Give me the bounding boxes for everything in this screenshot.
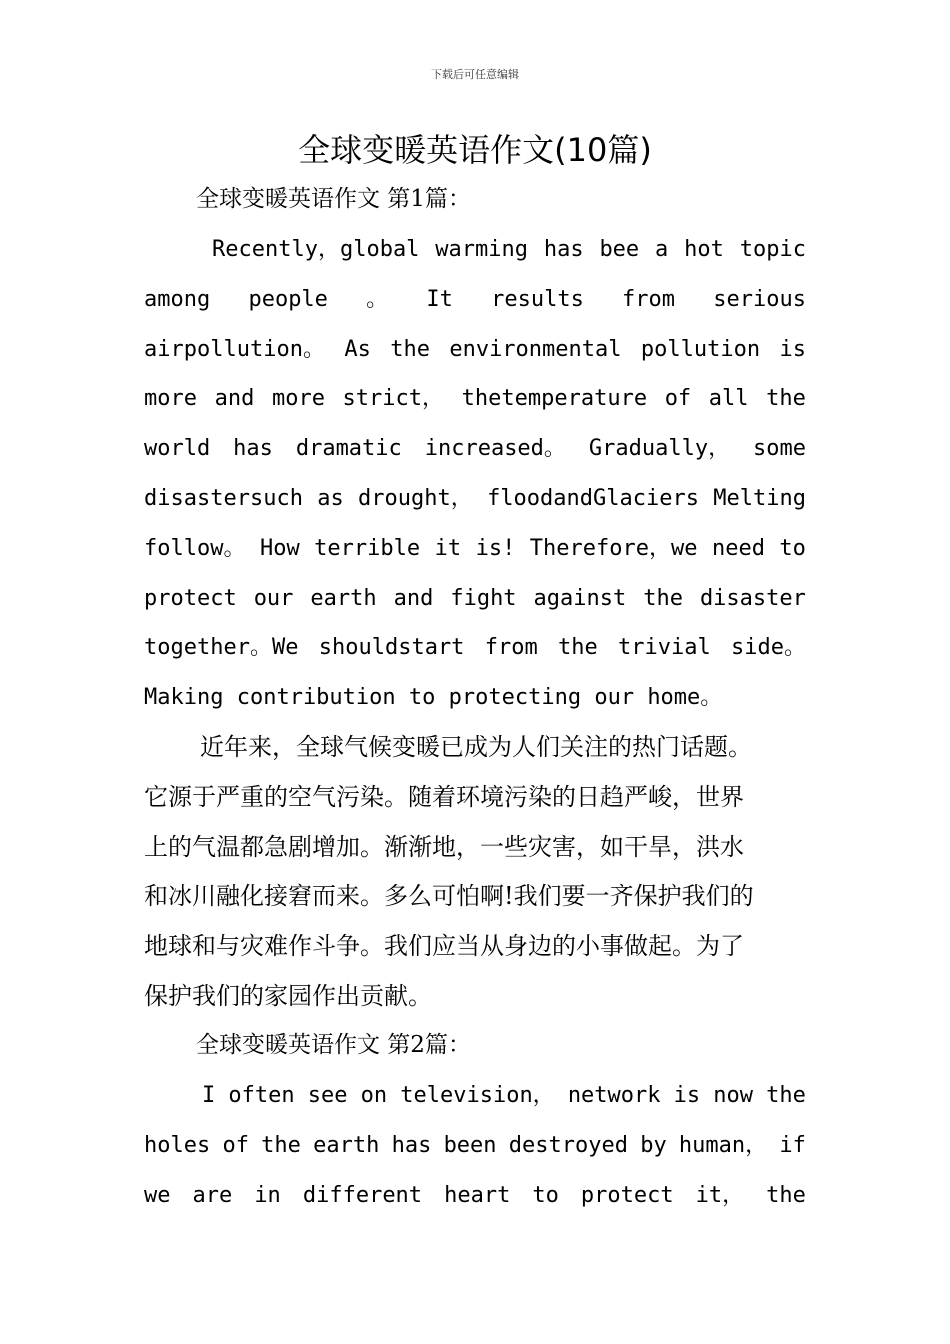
document-title: 全球变暖英语作文(10篇) bbox=[298, 131, 652, 169]
text-line bbox=[144, 1121, 806, 1171]
text-line bbox=[144, 474, 806, 524]
word: it bbox=[434, 535, 462, 561]
word: disaster bbox=[699, 585, 806, 611]
word: to bbox=[532, 1182, 559, 1208]
word: side。 bbox=[731, 635, 806, 661]
word: the bbox=[261, 1132, 301, 1158]
section-2-english-paragraph bbox=[144, 1071, 806, 1220]
word: some bbox=[753, 436, 806, 462]
word: drought， bbox=[358, 485, 473, 511]
word: How bbox=[259, 535, 300, 561]
section-1-heading: 全球变暖英语作文 第1篇： bbox=[196, 186, 471, 212]
word: Melting bbox=[713, 485, 806, 511]
word: has bbox=[391, 1132, 432, 1158]
text-line: 保护我们的家园作出贡献。 bbox=[144, 981, 432, 1010]
word: to bbox=[779, 535, 806, 561]
word: results bbox=[491, 286, 584, 312]
word: different bbox=[302, 1182, 423, 1208]
word: As bbox=[344, 336, 371, 362]
text-line bbox=[144, 275, 806, 325]
text-line bbox=[144, 1071, 806, 1121]
section-1-english-paragraph bbox=[144, 225, 806, 723]
word: holes bbox=[144, 1132, 211, 1158]
word: human， bbox=[678, 1132, 768, 1158]
word: dramatic bbox=[295, 436, 402, 462]
word: the bbox=[766, 386, 806, 412]
word: now bbox=[713, 1083, 754, 1108]
text-line bbox=[144, 325, 806, 375]
word: by bbox=[640, 1132, 667, 1158]
text-line bbox=[144, 574, 806, 624]
word: been bbox=[443, 1132, 497, 1158]
word: follow。 bbox=[144, 535, 246, 561]
word: people bbox=[248, 286, 328, 312]
word: Therefore，we bbox=[529, 535, 698, 561]
text-line bbox=[144, 374, 806, 424]
section-2-heading: 全球变暖英语作文 第2篇： bbox=[196, 1032, 471, 1058]
word: airpollution。 bbox=[144, 336, 325, 362]
word: if bbox=[779, 1132, 806, 1158]
word: often bbox=[228, 1083, 295, 1108]
word: shouldstart bbox=[318, 635, 465, 661]
text-line: 近年来，全球气候变暖已成为人们关注的热门话题。 bbox=[200, 733, 752, 761]
text-line bbox=[144, 524, 806, 574]
word: 。 bbox=[366, 286, 389, 312]
word: the bbox=[766, 1182, 806, 1208]
word: topic bbox=[739, 237, 806, 262]
text-line bbox=[144, 623, 806, 673]
word: earth bbox=[313, 1132, 380, 1158]
word: world bbox=[144, 436, 211, 462]
text-line bbox=[144, 673, 806, 723]
word: together。We bbox=[144, 635, 299, 661]
text-line bbox=[144, 424, 806, 474]
word: our bbox=[253, 585, 294, 611]
word: trivial bbox=[618, 635, 711, 661]
word: is! bbox=[475, 535, 516, 561]
word: is bbox=[673, 1083, 701, 1108]
word: of bbox=[222, 1132, 249, 1158]
word: and bbox=[214, 386, 255, 412]
word: has bbox=[543, 237, 584, 262]
text-line: 上的气温都急剧增加。渐渐地，一些灾害，如干旱，洪水 bbox=[144, 832, 744, 861]
word: television， bbox=[400, 1083, 555, 1108]
word: Making contribution to protecting our home。 bbox=[144, 685, 723, 711]
word: has bbox=[233, 436, 273, 462]
word: from bbox=[622, 286, 676, 312]
word: is bbox=[779, 336, 806, 362]
word: earth bbox=[310, 585, 377, 611]
word: hot bbox=[684, 237, 724, 262]
word: need bbox=[711, 535, 765, 561]
text-line: 它源于严重的空气污染。随着环境污染的日趋严峻，世界 bbox=[144, 782, 744, 811]
word: on bbox=[360, 1083, 388, 1108]
word: the bbox=[643, 585, 683, 611]
word: it， bbox=[695, 1182, 745, 1208]
word: It bbox=[426, 286, 453, 312]
word: more bbox=[271, 386, 325, 412]
word: Gradually， bbox=[588, 436, 731, 462]
word: fight bbox=[450, 585, 517, 611]
word: thetemperature bbox=[461, 386, 648, 412]
word: disastersuch bbox=[144, 485, 303, 511]
header-note: 下载后可任意编辑 bbox=[431, 68, 519, 81]
text-line: 地球和与灾难作斗争。我们应当从身边的小事做起。为了 bbox=[144, 932, 744, 961]
word: are bbox=[192, 1182, 233, 1208]
word: all bbox=[708, 386, 749, 412]
word: the bbox=[557, 635, 598, 661]
word: protect bbox=[580, 1182, 674, 1208]
word: against bbox=[533, 585, 627, 611]
word: heart bbox=[444, 1182, 511, 1208]
word: from bbox=[484, 635, 538, 661]
text-line bbox=[144, 1171, 806, 1221]
word: increased。 bbox=[424, 436, 566, 462]
word: the bbox=[766, 1083, 806, 1108]
word: of bbox=[664, 386, 692, 412]
word: a bbox=[655, 237, 669, 262]
word: the bbox=[390, 336, 430, 362]
text-line: 和冰川融化接窘而来。多么可怕啊!我们要一齐保护我们的 bbox=[144, 882, 754, 911]
word: pollution bbox=[640, 336, 761, 362]
word: environmental bbox=[449, 336, 622, 362]
text-line bbox=[144, 225, 806, 275]
word: in bbox=[254, 1182, 281, 1208]
word: warming bbox=[435, 237, 528, 262]
word: bee bbox=[599, 237, 640, 262]
word: strict， bbox=[342, 386, 445, 412]
section-1-chinese-paragraph bbox=[144, 723, 808, 1022]
word: I bbox=[202, 1083, 216, 1108]
word: serious bbox=[713, 286, 806, 312]
word: see bbox=[307, 1083, 348, 1108]
word: as bbox=[317, 485, 344, 511]
word: floodandGlaciers bbox=[487, 485, 699, 511]
word: network bbox=[567, 1083, 661, 1108]
word: more bbox=[144, 386, 197, 412]
word: we bbox=[144, 1182, 171, 1208]
word: destroyed bbox=[508, 1132, 628, 1158]
word: Recently，global bbox=[212, 237, 420, 262]
word: and bbox=[393, 585, 434, 611]
word: protect bbox=[144, 585, 237, 611]
word: among bbox=[144, 286, 211, 312]
word: terrible bbox=[314, 535, 421, 561]
